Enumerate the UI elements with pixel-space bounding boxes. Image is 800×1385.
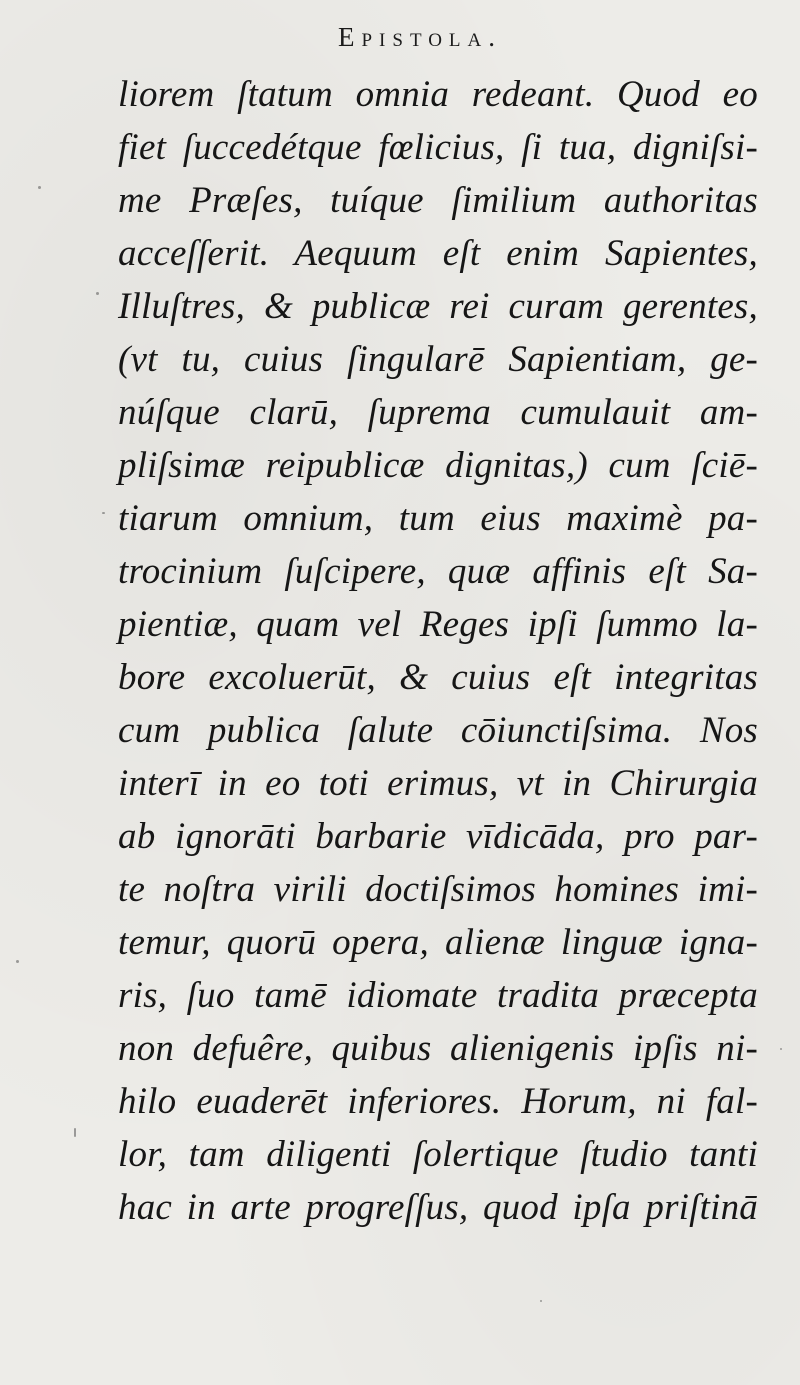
text-line: lor, tam diligenti ſolertique ſtudio tanti — [118, 1134, 758, 1175]
text-line: trocinium ſuſcipere, quæ affinis eſt Sa- — [118, 551, 758, 592]
text-line: ab ignorāti barbarie vīdicāda, pro par- — [118, 816, 758, 857]
text-line: cum publica ſalute cōiunctiſsima. Nos — [118, 710, 758, 751]
paper-speck — [74, 1128, 76, 1137]
text-line: bore excoluerūt, & cuius eſt integritas — [118, 657, 758, 698]
text-line: (vt tu, cuius ſingularē Sapientiam, ge- — [118, 339, 758, 380]
body-text — [118, 68, 758, 1234]
paper-speck — [38, 186, 41, 189]
paper-speck — [780, 1048, 782, 1050]
text-line: acceſſerit. Aequum eſt enim Sapientes, — [118, 233, 758, 274]
text-line: te noſtra virili doctiſsimos homines imi- — [118, 869, 758, 910]
text-line: pientiæ, quam vel Reges ipſi ſummo la- — [118, 604, 758, 645]
text-line: hilo euaderēt inferiores. Horum, ni fal- — [118, 1081, 758, 1122]
paper-speck — [102, 512, 105, 514]
text-line: núſque clarū, ſuprema cumulauit am- — [118, 392, 758, 433]
paper-speck — [540, 1300, 542, 1302]
text-line: me Præſes, tuíque ſimilium authoritas — [118, 180, 758, 221]
text-line: liorem ſtatum omnia redeant. Quod eo — [118, 74, 758, 115]
paper-speck — [96, 292, 99, 295]
text-line: interī in eo toti erimus, vt in Chirurgia — [118, 763, 758, 804]
text-line: ris, ſuo tamē idiomate tradita præcepta — [118, 975, 758, 1016]
text-line: temur, quorū opera, alienæ linguæ igna- — [118, 922, 758, 963]
text-line: non defuêre, quibus alienigenis ipſis ni- — [118, 1028, 758, 1069]
text-line: pliſsimæ reipublicæ dignitas,) cum ſciē- — [118, 445, 758, 486]
text-line: tiarum omnium, tum eius maximè pa- — [118, 498, 758, 539]
running-head: Epistola. — [337, 22, 502, 52]
text-line: hac in arte progreſſus, quod ipſa priſtinā — [118, 1187, 758, 1228]
text-line: fiet ſuccedétque fœlicius, ſi tua, digniſsi- — [118, 127, 758, 168]
text-line: Illuſtres, & publicæ rei curam gerentes, — [118, 286, 758, 327]
paper-speck — [16, 960, 19, 963]
